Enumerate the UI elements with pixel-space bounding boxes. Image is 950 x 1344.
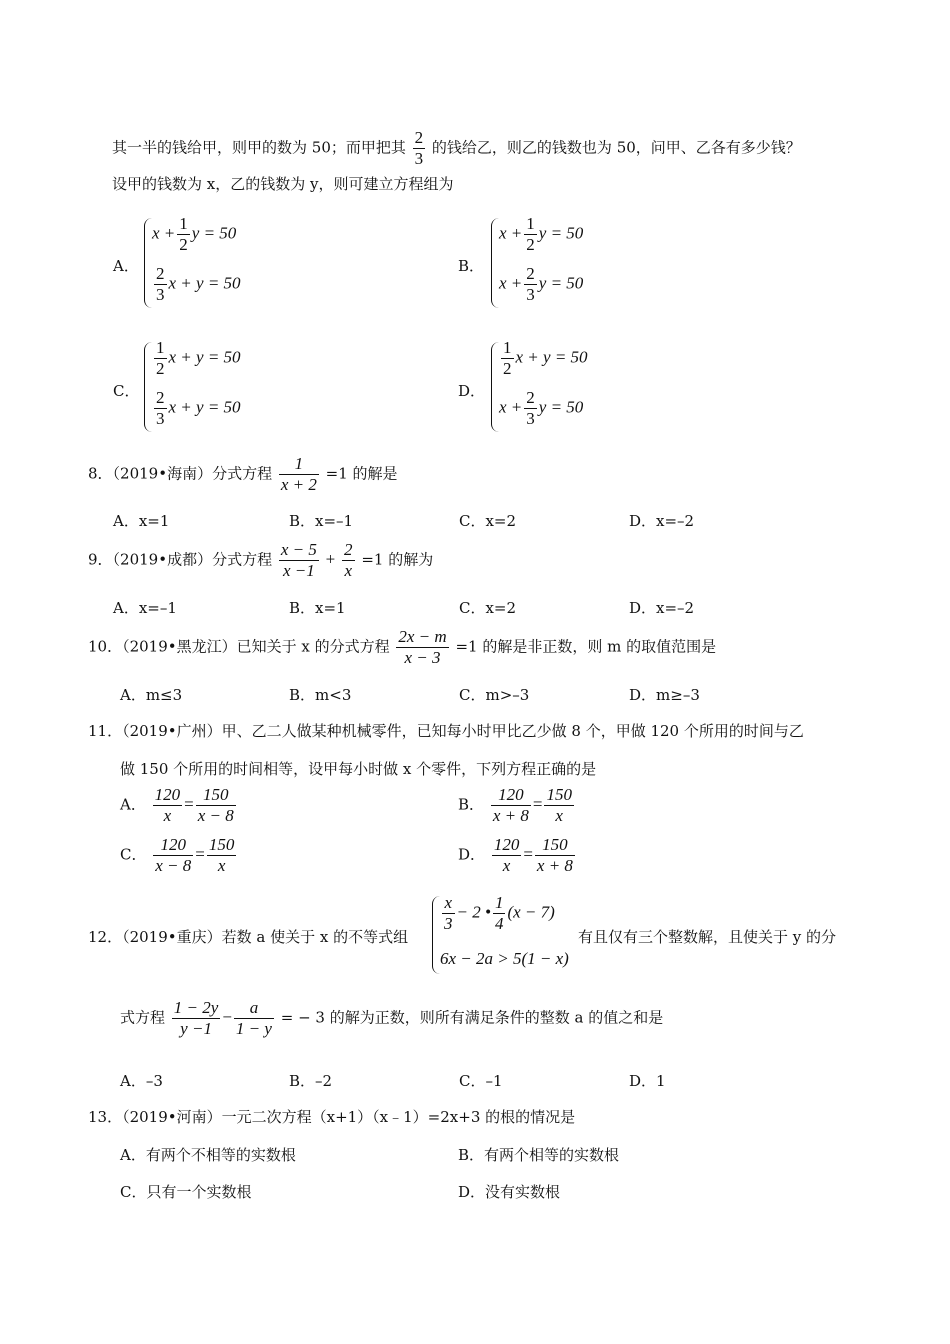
q8-fraction: $\frac{1}{x + 2}$ [280,454,317,494]
q9-option-b[interactable]: B．x=1 [289,599,346,617]
q7-line2: 设甲的钱数为 x，乙的钱数为 y，则可建立方程组为 [112,175,454,193]
q12-stem-a: 12．（2019•重庆）若数 a 使关于 x 的不等式组 [88,928,409,946]
q11-option-a[interactable]: A． $\frac{120}{x}$ = $\frac{150}{x - 8}$ [120,785,234,825]
q7-line1 [112,128,801,169]
q11-option-b[interactable]: B． $\frac{120}{x + 8}$ = $\frac{150}{x}$ [458,785,572,825]
q10-option-d[interactable]: D．m≥–3 [629,686,700,704]
q8-option-c[interactable]: C．x=2 [459,512,517,530]
q10-option-b[interactable]: B．m<3 [289,686,352,704]
q7-text-b: 的钱给乙，则乙的钱数也为 50，问甲、乙各有多少钱？ [431,138,801,157]
q8-stem: 8．（2019•海南）分式方程 $\frac{1}{x + 2}$ =1 的解是 [88,454,398,494]
q8-option-d[interactable]: D．x=–2 [629,512,695,530]
q9-stem: 9．（2019•成都）分式方程 $\frac{x - 5}{x -1}$ + $\frac{2}{x}$ =1 的解为 [88,540,434,580]
q10-option-c[interactable]: C．m>–3 [459,686,530,704]
q10-stem: 10．（2019•黑龙江）已知关于 x 的分式方程 $\frac{2x - m}{x - 3}$ =1 的解是非正数，则 m 的取值范围是 [88,627,717,667]
q8-option-b[interactable]: B．x=–1 [289,512,354,530]
q13-option-d[interactable]: D．没有实数根 [458,1183,561,1201]
q7-option-b-label[interactable]: B． [458,257,485,275]
q12-option-b[interactable]: B．–2 [289,1072,333,1090]
q12-option-a[interactable]: A．–3 [120,1072,163,1090]
q9-option-c[interactable]: C．x=2 [459,599,517,617]
q10-fraction: $\frac{2x - m}{x - 3}$ [398,627,447,667]
q12-stem-b: 有且仅有三个整数解，且使关于 y 的分 [578,928,837,946]
q8-option-a[interactable]: A．x=1 [113,512,170,530]
q9-fraction-1: $\frac{x - 5}{x -1}$ [280,540,317,580]
q13-option-b[interactable]: B．有两个相等的实数根 [458,1146,620,1164]
q11-line2: 做 150 个所用的时间相等，设甲每小时做 x 个零件，下列方程正确的是 [120,760,597,778]
q11-option-d[interactable]: D． $\frac{120}{x}$ = $\frac{150}{x + 8}$ [458,835,573,875]
q12-line2: 式方程 $\frac{1 - 2y}{y -1}$ − $\frac{a}{1 - y}$ = − 3 的解为正数，则所有满足条件的整数 a 的值之和是 [120,998,664,1038]
q7-option-d-label[interactable]: D． [458,382,486,400]
q13-stem: 13．（2019•河南）一元二次方程（x+1）（x﹣1）=2x+3 的根的情况是 [88,1108,576,1126]
q7-option-c-label[interactable]: C． [113,382,140,400]
q11-option-c[interactable]: C． $\frac{120}{x - 8}$ = $\frac{150}{x}$ [120,835,235,875]
q12-option-c[interactable]: C．–1 [459,1072,503,1090]
q7-option-a-label[interactable]: A． [113,257,139,275]
q13-option-c[interactable]: C．只有一个实数根 [120,1183,252,1201]
q13-option-a[interactable]: A．有两个不相等的实数根 [120,1146,296,1164]
q7-text-a: 其一半的钱给甲，则甲的数为 50；而甲把其 [112,138,406,157]
q10-option-a[interactable]: A．m≤3 [120,686,183,704]
q12-option-d[interactable]: D．1 [629,1072,666,1090]
q9-fraction-2: $\frac{2}{x}$ [344,540,353,580]
q9-option-a[interactable]: A．x=–1 [113,599,177,617]
q9-option-d[interactable]: D．x=–2 [629,599,695,617]
q11-line1: 11．（2019•广州）甲、乙二人做某种机械零件，已知每小时甲比乙少做 8 个，甲做 120 个所用的时间与乙 [88,722,804,740]
q7-fraction: $\frac{2}{3}$ [414,128,424,168]
